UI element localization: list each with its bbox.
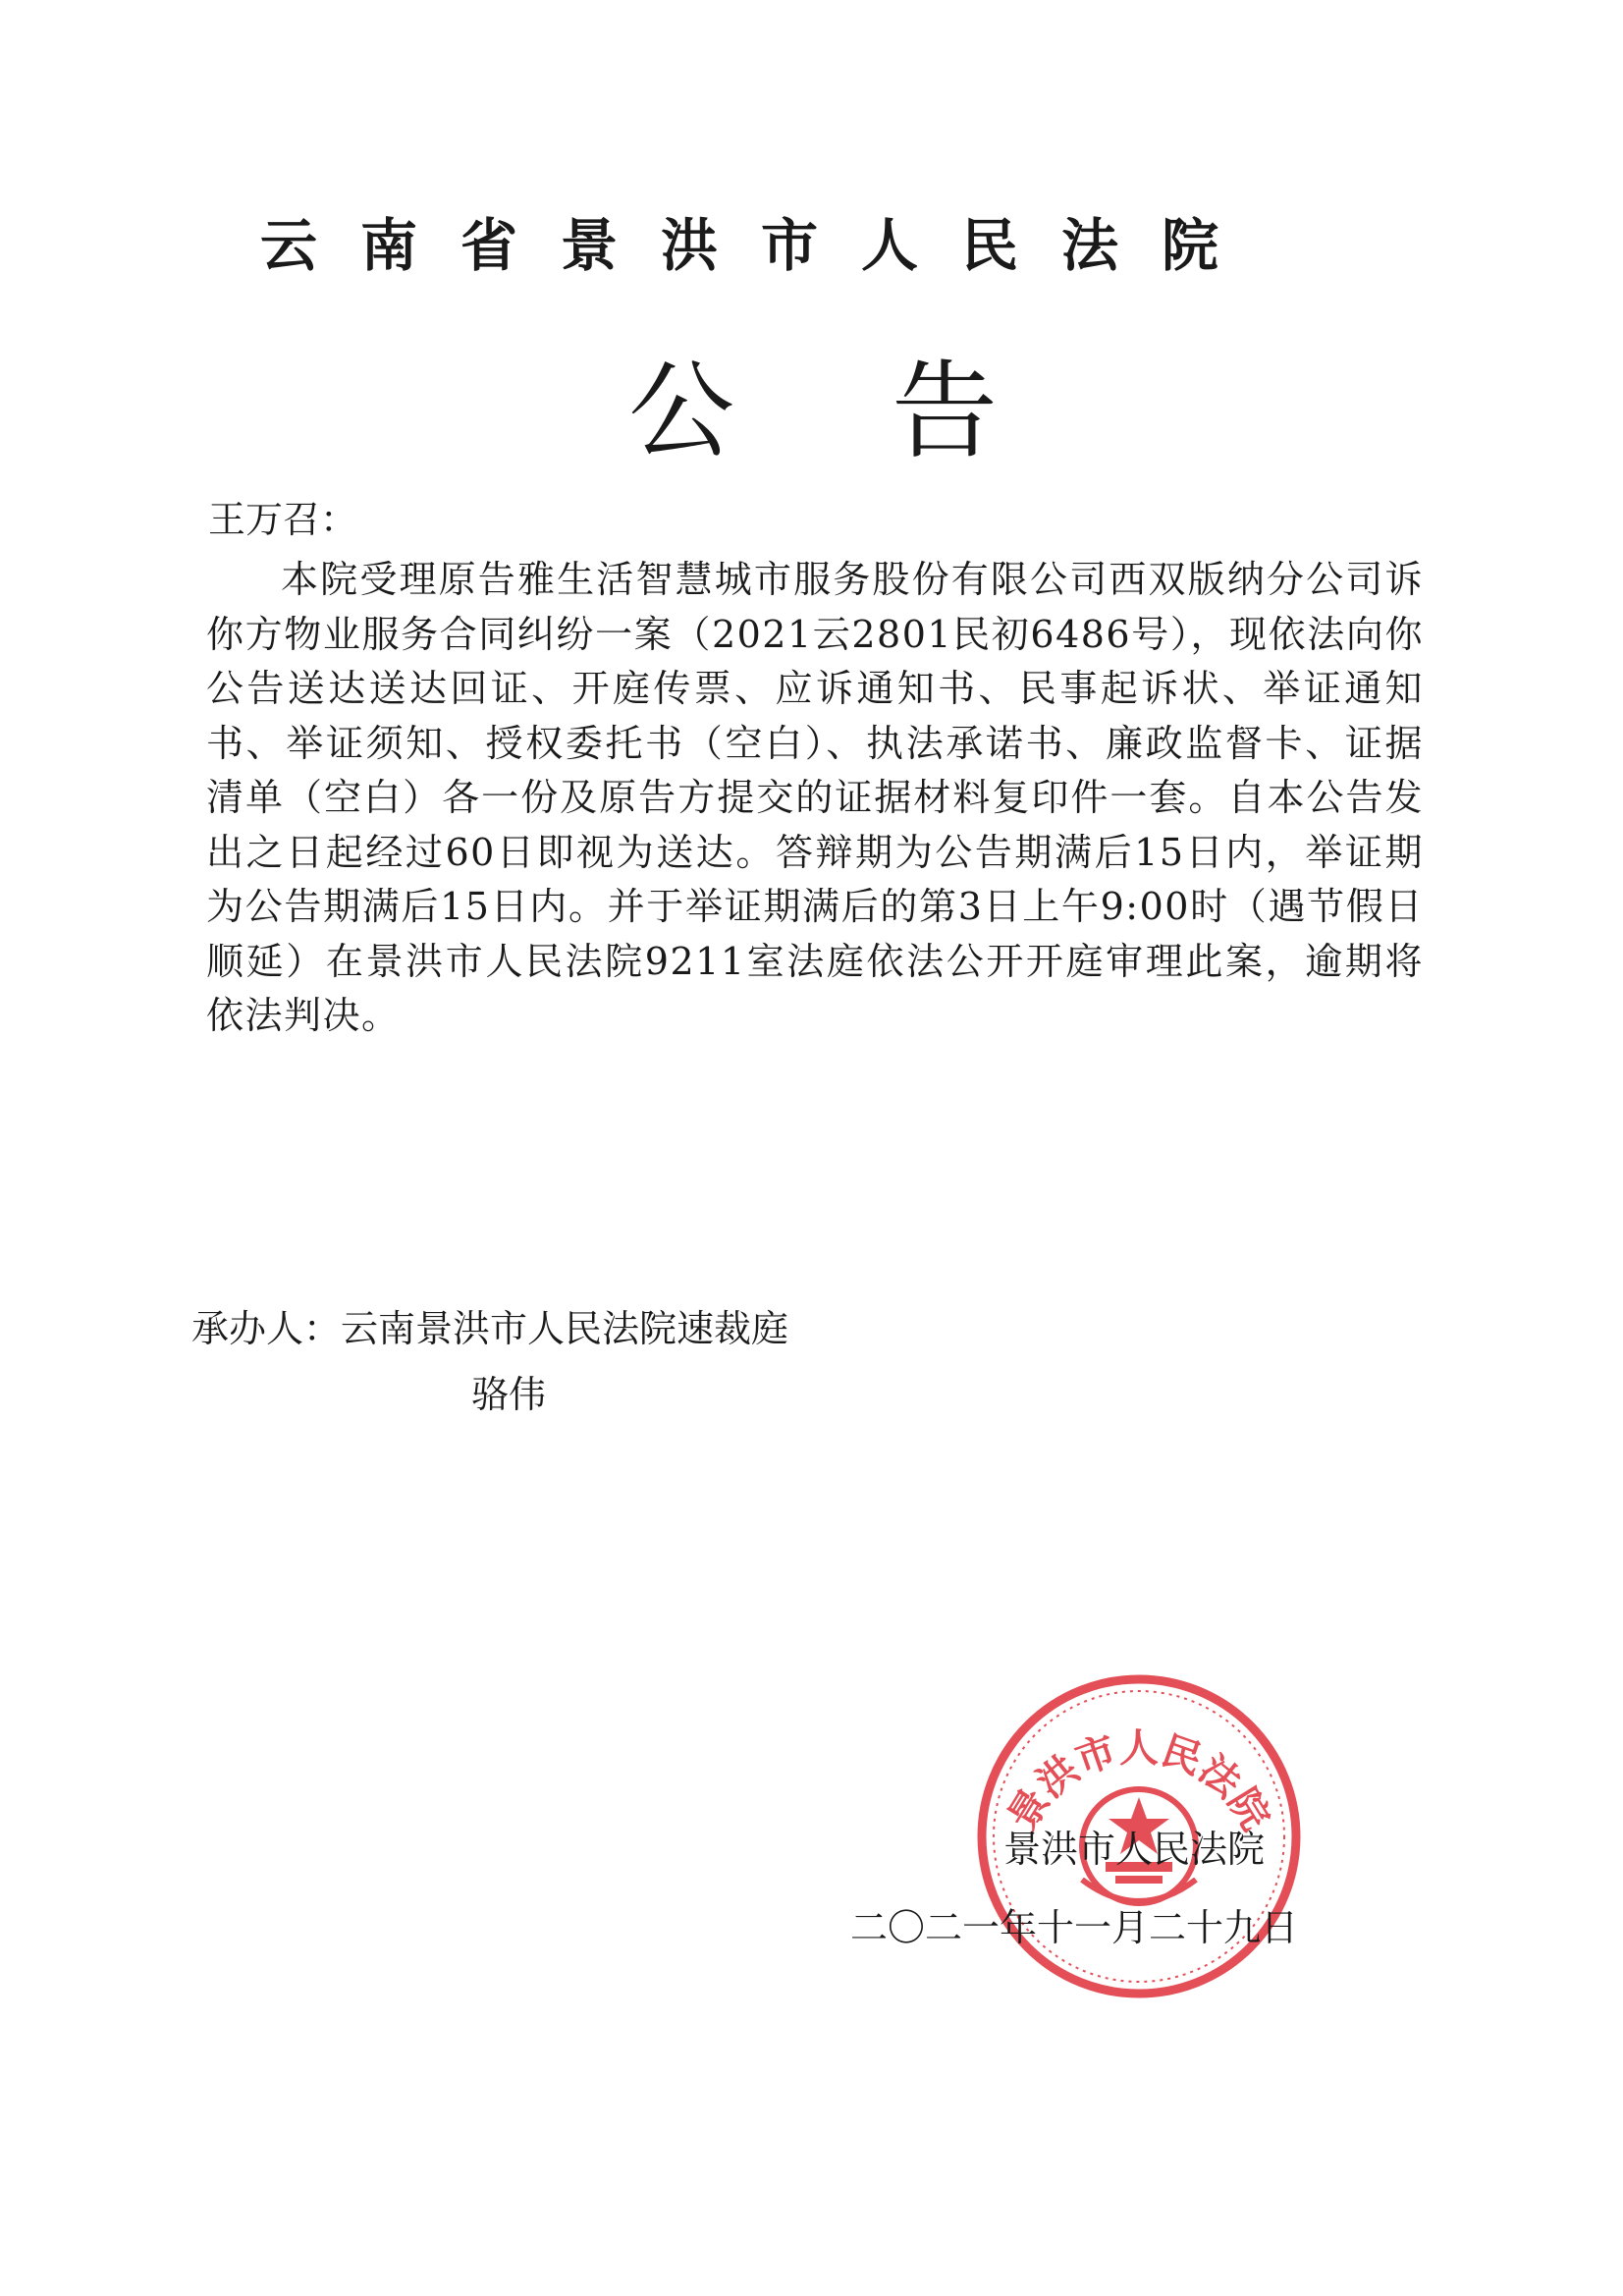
issuer-name: 景洪市人民法院 [1003,1828,1266,1871]
court-name-heading: 云南省景洪市人民法院 [260,212,1263,279]
handler-name: 骆伟 [471,1373,547,1416]
addressee: 王万召： [208,498,358,541]
seal-text: 景洪市人民法院 [999,1724,1279,1838]
issue-date: 二〇二一年十一月二十九日 [850,1906,1299,1949]
document-type-heading: 公告 [628,351,1156,473]
handler-label: 承办人：云南景洪市人民法院速裁庭 [191,1307,789,1350]
notice-body: 本院受理原告雅生活智慧城市服务股份有限公司西双版纳分公司诉你方物业服务合同纠纷一案（2021云2801民初6486号），现依法向你公告送达送达回证、开庭传票、应诉通知书、民事起诉状、举证通知书、举证须知、授权委托书（空白）、执法承诺书、廉政监督卡、证据清单（空白）各一份及原告方提交的证据材料复印件一套。自本公告发出之日起经过60日即视为送达。答辩期为公告期满后15日内，举证期为公告期满后15日内。并于举证期满后的第3日上午9:00时（遇节假日顺延）在景洪市人民法院9211室法庭依法公开开庭审理此案，逾期将依法判决。 [206,558,1424,1037]
